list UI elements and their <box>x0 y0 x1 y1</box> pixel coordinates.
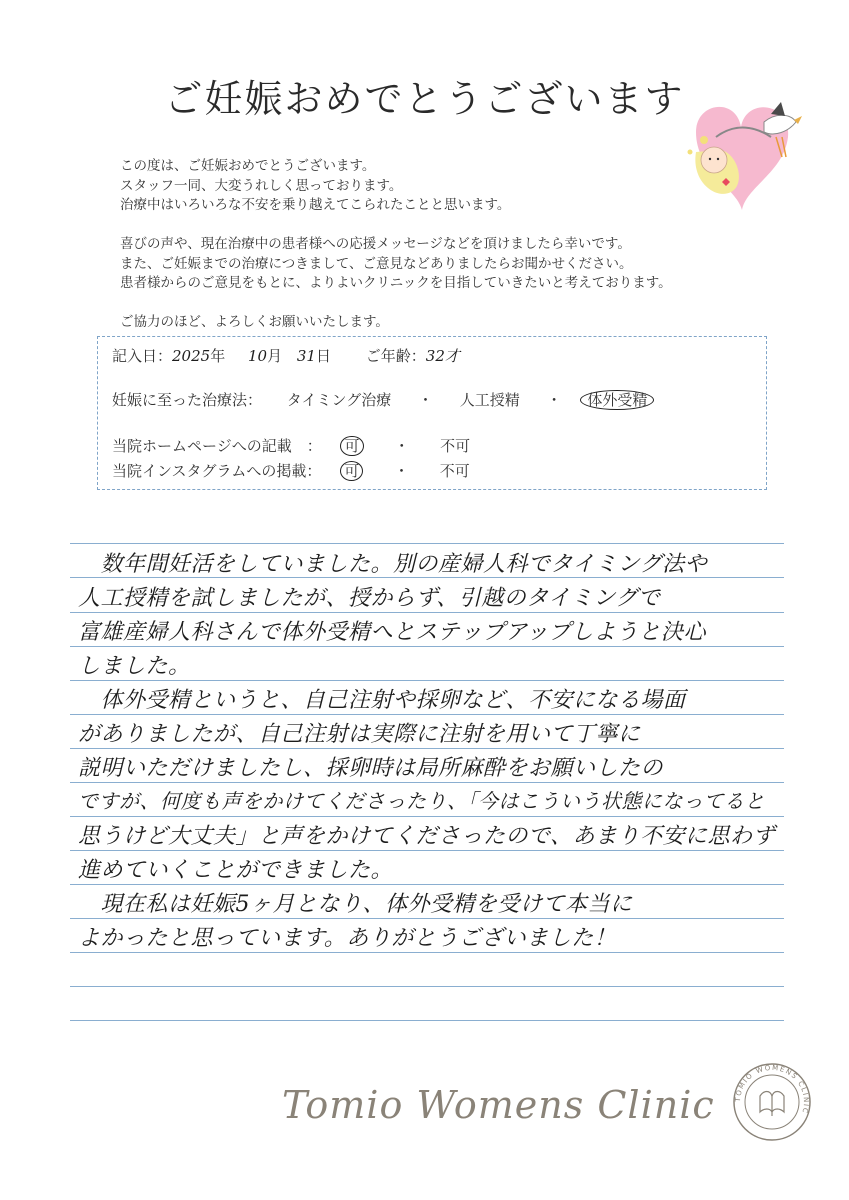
date-month: 10 <box>248 347 268 365</box>
clinic-seal-logo <box>730 1060 814 1144</box>
intro-line: 治療中はいろいろな不安を乗り越えてこられたことと思います。 <box>120 197 511 213</box>
ruled-line <box>70 646 784 647</box>
ruled-line <box>70 748 784 749</box>
intro-line: ご協力のほど、よろしくお願いいたします。 <box>120 314 389 330</box>
message-line: しました。 <box>78 654 191 679</box>
date-day: 31 <box>296 347 316 365</box>
month-suffix: 月 <box>267 347 283 365</box>
separator: ・ <box>417 391 433 409</box>
intro-line: 喜びの声や、現在治療中の患者様への応援メッセージなどを頂けましたら幸いです。 <box>120 236 631 252</box>
homepage-allow-selected: 可 <box>340 436 363 456</box>
treatment-option-ivf-selected: 体外受精 <box>580 390 654 410</box>
ruled-line <box>70 1020 784 1021</box>
ruled-line <box>70 782 784 783</box>
message-line: 進めていくことができました。 <box>78 858 394 883</box>
day-suffix: 日 <box>315 347 331 365</box>
message-line: 数年間妊活をしていました。別の産婦人科でタイミング法や <box>78 552 708 577</box>
intro-line: スタッフ一同、大変うれしく思っております。 <box>120 177 403 194</box>
treatment-option-iui: 人工授精 <box>459 391 520 409</box>
message-line: 体外受精というと、自己注射や採卵など、不安になる場面 <box>78 688 686 713</box>
separator: ・ <box>393 462 409 480</box>
message-line: 人工授精を試しましたが、授からず、引越のタイミングで <box>78 586 661 611</box>
homepage-deny: 不可 <box>440 437 471 455</box>
year-suffix: 年 <box>210 347 226 365</box>
age-value: 32才 <box>425 347 460 365</box>
ruled-line <box>70 986 784 987</box>
message-line: ですが、何度も声をかけてくださったり、「今はこういう状態になってると <box>78 789 765 813</box>
instagram-label: 当院インスタグラムへの掲載： <box>112 462 322 480</box>
separator: ・ <box>394 437 410 455</box>
ruled-line <box>70 714 784 715</box>
instagram-allow-selected: 可 <box>340 461 363 481</box>
ruled-line <box>70 680 784 681</box>
intro-line: 患者様からのご意見をもとに、よりよいクリニックを目指していきたいと考えております。 <box>120 275 672 291</box>
ruled-line <box>70 612 784 613</box>
page-title: ご妊娠おめでとうございます <box>164 77 685 121</box>
seal-text: TOMIO WOMENS CLINIC <box>733 1063 811 1116</box>
separator: ・ <box>546 391 562 409</box>
clinic-name-logo: Tomio Womens Clinic <box>282 1083 715 1127</box>
intro-line: また、ご妊娠までの治療につきまして、ご意見などありましたらお聞かせください。 <box>120 255 633 272</box>
ruled-line <box>70 952 784 953</box>
ruled-line <box>70 543 784 544</box>
age-label: ご年齢： <box>365 347 426 365</box>
message-line: がありましたが、自己注射は実際に注射を用いて丁寧に <box>78 722 641 747</box>
ruled-line <box>70 918 784 919</box>
intro-line: この度は、ご妊娠おめでとうございます。 <box>120 158 376 174</box>
homepage-label: 当院ホームページへの記載 ： <box>112 437 322 455</box>
date-year: 2025 <box>172 347 211 365</box>
message-line: 現在私は妊娠5ヶ月となり、体外受精を受けて本当に <box>78 892 633 917</box>
message-line: 説明いただけましたし、採卵時は局所麻酔をお願いしたの <box>78 756 664 781</box>
treatment-label: 妊娠に至った治療法： <box>112 391 263 409</box>
treatment-option-timing: タイミング治療 <box>286 391 392 409</box>
ruled-line <box>70 816 784 817</box>
message-line: 富雄産婦人科さんで体外受精へとステップアップしようと決心 <box>78 620 707 645</box>
ruled-line <box>70 850 784 851</box>
message-line: 思うけど大丈夫」と声をかけてくださったので、あまり不安に思わず <box>78 824 776 849</box>
date-label: 記入日： <box>112 347 173 365</box>
instagram-deny: 不可 <box>439 462 470 480</box>
ruled-line <box>70 884 784 885</box>
message-line: よかったと思っています。ありがとうございました！ <box>78 926 617 951</box>
